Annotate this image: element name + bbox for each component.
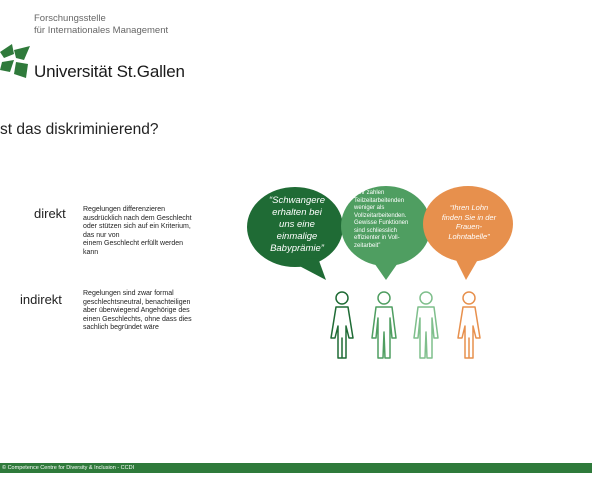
bubble-line: uns eine xyxy=(279,219,315,230)
bubble-line: sind schliesslich xyxy=(354,227,398,234)
bubble-line: zeitarbeit” xyxy=(354,242,381,249)
bubble-line: Frauen- xyxy=(455,222,483,231)
institute-line-1: Forschungsstelle xyxy=(34,13,106,24)
description-line: geschlechtsneutral, benachteiligen xyxy=(83,298,191,306)
term-indirekt: indirekt xyxy=(20,292,62,307)
person-figure-1-icon xyxy=(331,292,353,358)
footer-bar xyxy=(0,463,592,473)
person-figure-4-icon xyxy=(458,292,480,358)
description-line: einen Geschlechts, ohne dass dies xyxy=(83,315,192,323)
bubble-line: Teilzeitarbeitenden xyxy=(354,197,405,204)
bubble-line: einmalige xyxy=(276,231,318,242)
university-name: Universität St.Gallen xyxy=(34,62,185,81)
speech-bubble-1-text xyxy=(258,195,336,255)
institute-name xyxy=(34,13,168,37)
bubble-line: “Schwangere xyxy=(269,195,325,206)
bubble-line: effizienter in Voll- xyxy=(354,235,400,241)
university-logo-icon xyxy=(0,44,30,80)
person-figure-2-icon xyxy=(372,292,396,358)
person-figure-3-icon xyxy=(414,292,438,358)
bubble-line: Gewisse Funktionen xyxy=(354,220,409,226)
term-direkt: direkt xyxy=(34,206,66,221)
bubble-line: “Wir zahlen xyxy=(354,190,385,196)
bubble-line: Lohntabelle” xyxy=(448,231,490,241)
term-direkt-description xyxy=(83,206,218,257)
speech-bubble-3-text xyxy=(437,203,501,241)
description-line: Regelungen sind zwar formal xyxy=(83,290,174,297)
bubble-line: erhalten bei xyxy=(272,207,322,218)
bubble-line: Babyprämie” xyxy=(270,243,324,254)
description-line: das nur von xyxy=(83,231,120,239)
bubble-line: Vollzeitarbeitenden. xyxy=(354,212,407,219)
bubble-line: weniger als xyxy=(354,205,385,211)
bubble-line: finden Sie in der xyxy=(441,212,497,222)
description-line: aber überwiegend Angehörige des xyxy=(83,307,190,314)
description-line: oder stützen sich auf ein Kriterium, xyxy=(83,223,191,230)
description-line: ausdrücklich nach dem Geschlecht xyxy=(83,214,192,222)
description-line: sachlich begründet wäre xyxy=(83,324,159,331)
speech-bubble-2-text xyxy=(354,190,424,250)
bubble-line: “Ihren Lohn xyxy=(449,203,489,212)
description-line: kann xyxy=(83,248,99,256)
footer-copyright: © Competence Centre for Diversity & Inclusion - CCDI xyxy=(2,465,135,471)
description-line: Regelungen differenzieren xyxy=(83,206,165,213)
term-indirekt-description xyxy=(83,290,218,333)
institute-line-2: für Internationales Management xyxy=(34,25,169,36)
slide-title: st das diskriminierend? xyxy=(0,121,159,138)
description-line: einem Geschlecht erfüllt werden xyxy=(83,240,183,247)
